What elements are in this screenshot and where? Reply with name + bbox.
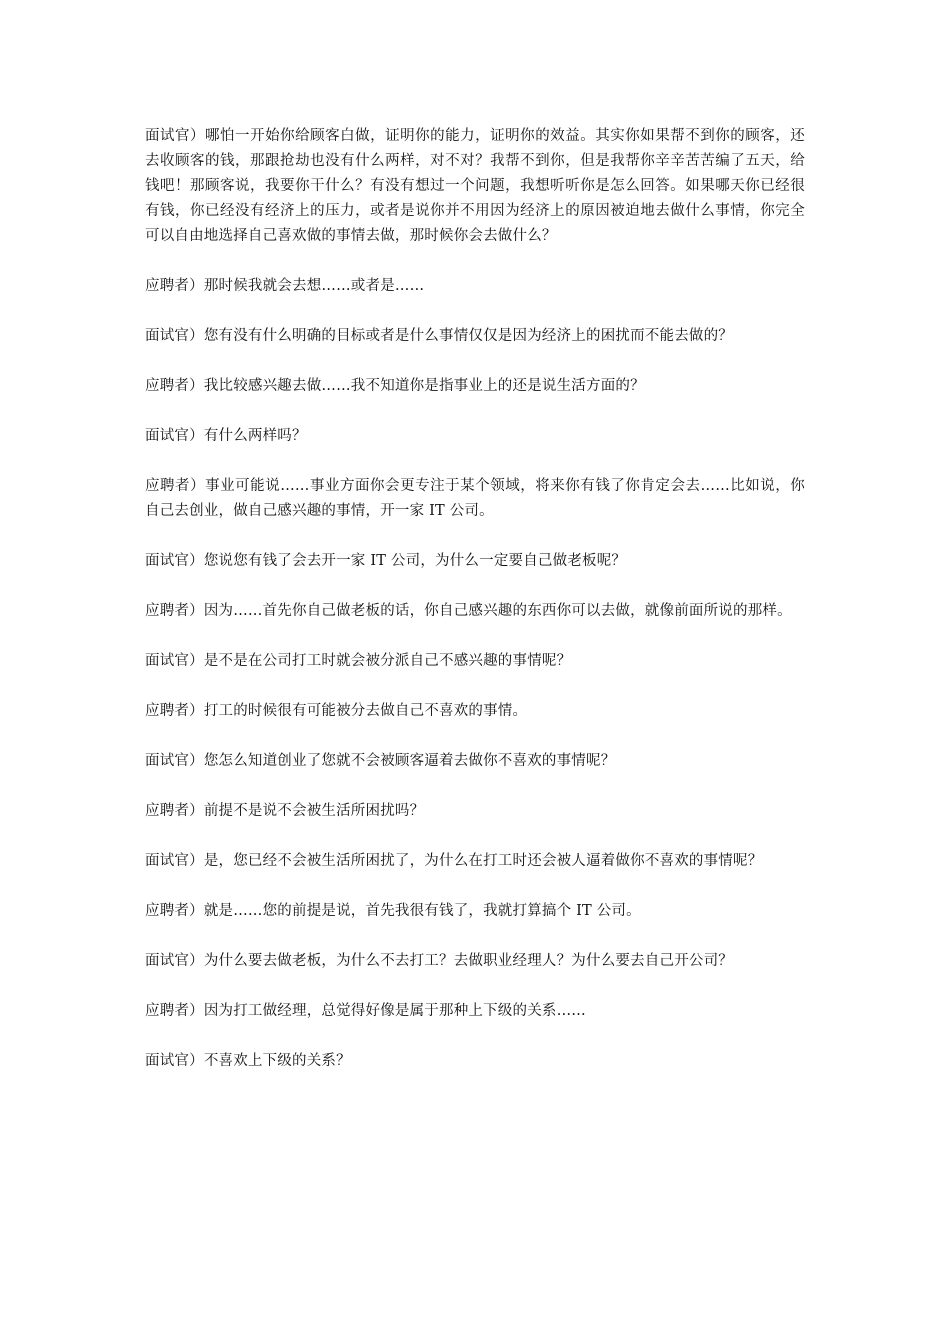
dialogue-paragraph bbox=[145, 1049, 805, 1074]
speaker-separator: ） bbox=[189, 1053, 204, 1069]
dialogue-paragraph bbox=[145, 849, 805, 874]
dialogue-paragraph bbox=[145, 899, 805, 924]
dialogue-text: 哪怕一开始你给顾客白做，证明你的能力，证明你的效益。其实你如果帮不到你的顾客，还去收顾客的钱，那跟抢劫也没有什么两样，对不对？我帮不到你，但是我帮你辛辛苦苦编了五天，给钱吧！那顾客说，我要你干什么？有没有想过一个问题，我想听听你是怎么回答。如果哪天你已经很有钱，你已经没有经济上的压力，或者是说你并不用因为经济上的原因被迫地去做什么事情，你完全可以自由地选择自己喜欢做的事情去做，那时候你会去做什么？ bbox=[145, 128, 806, 244]
speaker-label: 应聘者 bbox=[145, 1003, 190, 1019]
dialogue-paragraph bbox=[145, 124, 805, 249]
dialogue-paragraph bbox=[145, 274, 805, 299]
dialogue-paragraph bbox=[145, 999, 805, 1024]
dialogue-paragraph bbox=[145, 699, 805, 724]
speaker-label: 面试官 bbox=[145, 428, 190, 444]
dialogue-text: 不喜欢上下级的关系？ bbox=[203, 1053, 351, 1069]
dialogue-text: 您有没有什么明确的目标或者是什么事情仅仅是因为经济上的困扰而不能去做的？ bbox=[203, 328, 734, 344]
dialogue-paragraph bbox=[145, 749, 805, 774]
speaker-label: 面试官 bbox=[145, 1053, 190, 1069]
speaker-separator: ） bbox=[189, 603, 204, 619]
speaker-separator: ） bbox=[189, 328, 204, 344]
dialogue-text: 打工的时候很有可能被分去做自己不喜欢的事情。 bbox=[203, 703, 528, 719]
dialogue-paragraph bbox=[145, 599, 805, 624]
speaker-separator: ） bbox=[189, 553, 204, 569]
dialogue-text: 那时候我就会去想……或者是…… bbox=[203, 278, 425, 294]
dialogue-text: 我比较感兴趣去做……我不知道你是指事业上的还是说生活方面的？ bbox=[203, 378, 645, 394]
dialogue-text: 就是……您的前提是说，首先我很有钱了，我就打算搞个 IT 公司。 bbox=[203, 903, 641, 919]
dialogue-paragraph bbox=[145, 949, 805, 974]
interview-transcript bbox=[145, 124, 805, 1099]
speaker-label: 面试官 bbox=[145, 653, 190, 669]
speaker-separator: ） bbox=[189, 953, 204, 969]
dialogue-text: 因为打工做经理，总觉得好像是属于那种上下级的关系…… bbox=[203, 1003, 587, 1019]
dialogue-text: 因为……首先你自己做老板的话，你自己感兴趣的东西你可以去做，就像前面所说的那样。 bbox=[203, 603, 792, 619]
dialogue-text: 是，您已经不会被生活所困扰了，为什么在打工时还会被人逼着做你不喜欢的事情呢？ bbox=[203, 853, 763, 869]
dialogue-text: 您说您有钱了会去开一家 IT 公司，为什么一定要自己做老板呢？ bbox=[203, 553, 627, 569]
dialogue-paragraph bbox=[145, 424, 805, 449]
dialogue-text: 前提不是说不会被生活所困扰吗？ bbox=[203, 803, 425, 819]
speaker-separator: ） bbox=[190, 128, 206, 144]
speaker-label: 面试官 bbox=[145, 853, 190, 869]
dialogue-paragraph bbox=[145, 549, 805, 574]
speaker-label: 面试官 bbox=[145, 553, 190, 569]
speaker-label: 面试官 bbox=[145, 753, 190, 769]
speaker-separator: ） bbox=[189, 853, 204, 869]
speaker-separator: ） bbox=[190, 478, 206, 494]
dialogue-paragraph bbox=[145, 474, 805, 524]
dialogue-text: 事业可能说……事业方面你会更专注于某个领域，将来你有钱了你肯定会去……比如说，你自己去创业，做自己感兴趣的事情，开一家 IT 公司。 bbox=[145, 478, 806, 519]
dialogue-paragraph bbox=[145, 649, 805, 674]
dialogue-paragraph bbox=[145, 799, 805, 824]
speaker-label: 应聘者 bbox=[145, 603, 190, 619]
speaker-label: 面试官 bbox=[145, 953, 190, 969]
speaker-separator: ） bbox=[189, 1003, 204, 1019]
speaker-label: 应聘者 bbox=[145, 478, 191, 494]
speaker-label: 面试官 bbox=[145, 128, 191, 144]
dialogue-text: 您怎么知道创业了您就不会被顾客逼着去做你不喜欢的事情呢？ bbox=[203, 753, 616, 769]
speaker-separator: ） bbox=[189, 278, 204, 294]
speaker-label: 应聘者 bbox=[145, 703, 190, 719]
speaker-separator: ） bbox=[189, 378, 204, 394]
speaker-separator: ） bbox=[189, 903, 204, 919]
dialogue-text: 是不是在公司打工时就会被分派自己不感兴趣的事情呢？ bbox=[203, 653, 572, 669]
speaker-label: 应聘者 bbox=[145, 903, 190, 919]
speaker-separator: ） bbox=[189, 653, 204, 669]
dialogue-text: 有什么两样吗？ bbox=[203, 428, 307, 444]
speaker-separator: ） bbox=[189, 428, 204, 444]
speaker-label: 面试官 bbox=[145, 328, 190, 344]
speaker-label: 应聘者 bbox=[145, 278, 190, 294]
dialogue-text: 为什么要去做老板，为什么不去打工？去做职业经理人？为什么要去自己开公司？ bbox=[203, 953, 734, 969]
speaker-separator: ） bbox=[189, 703, 204, 719]
speaker-label: 应聘者 bbox=[145, 803, 190, 819]
dialogue-paragraph bbox=[145, 324, 805, 349]
speaker-separator: ） bbox=[189, 753, 204, 769]
speaker-label: 应聘者 bbox=[145, 378, 190, 394]
speaker-separator: ） bbox=[189, 803, 204, 819]
dialogue-paragraph bbox=[145, 374, 805, 399]
